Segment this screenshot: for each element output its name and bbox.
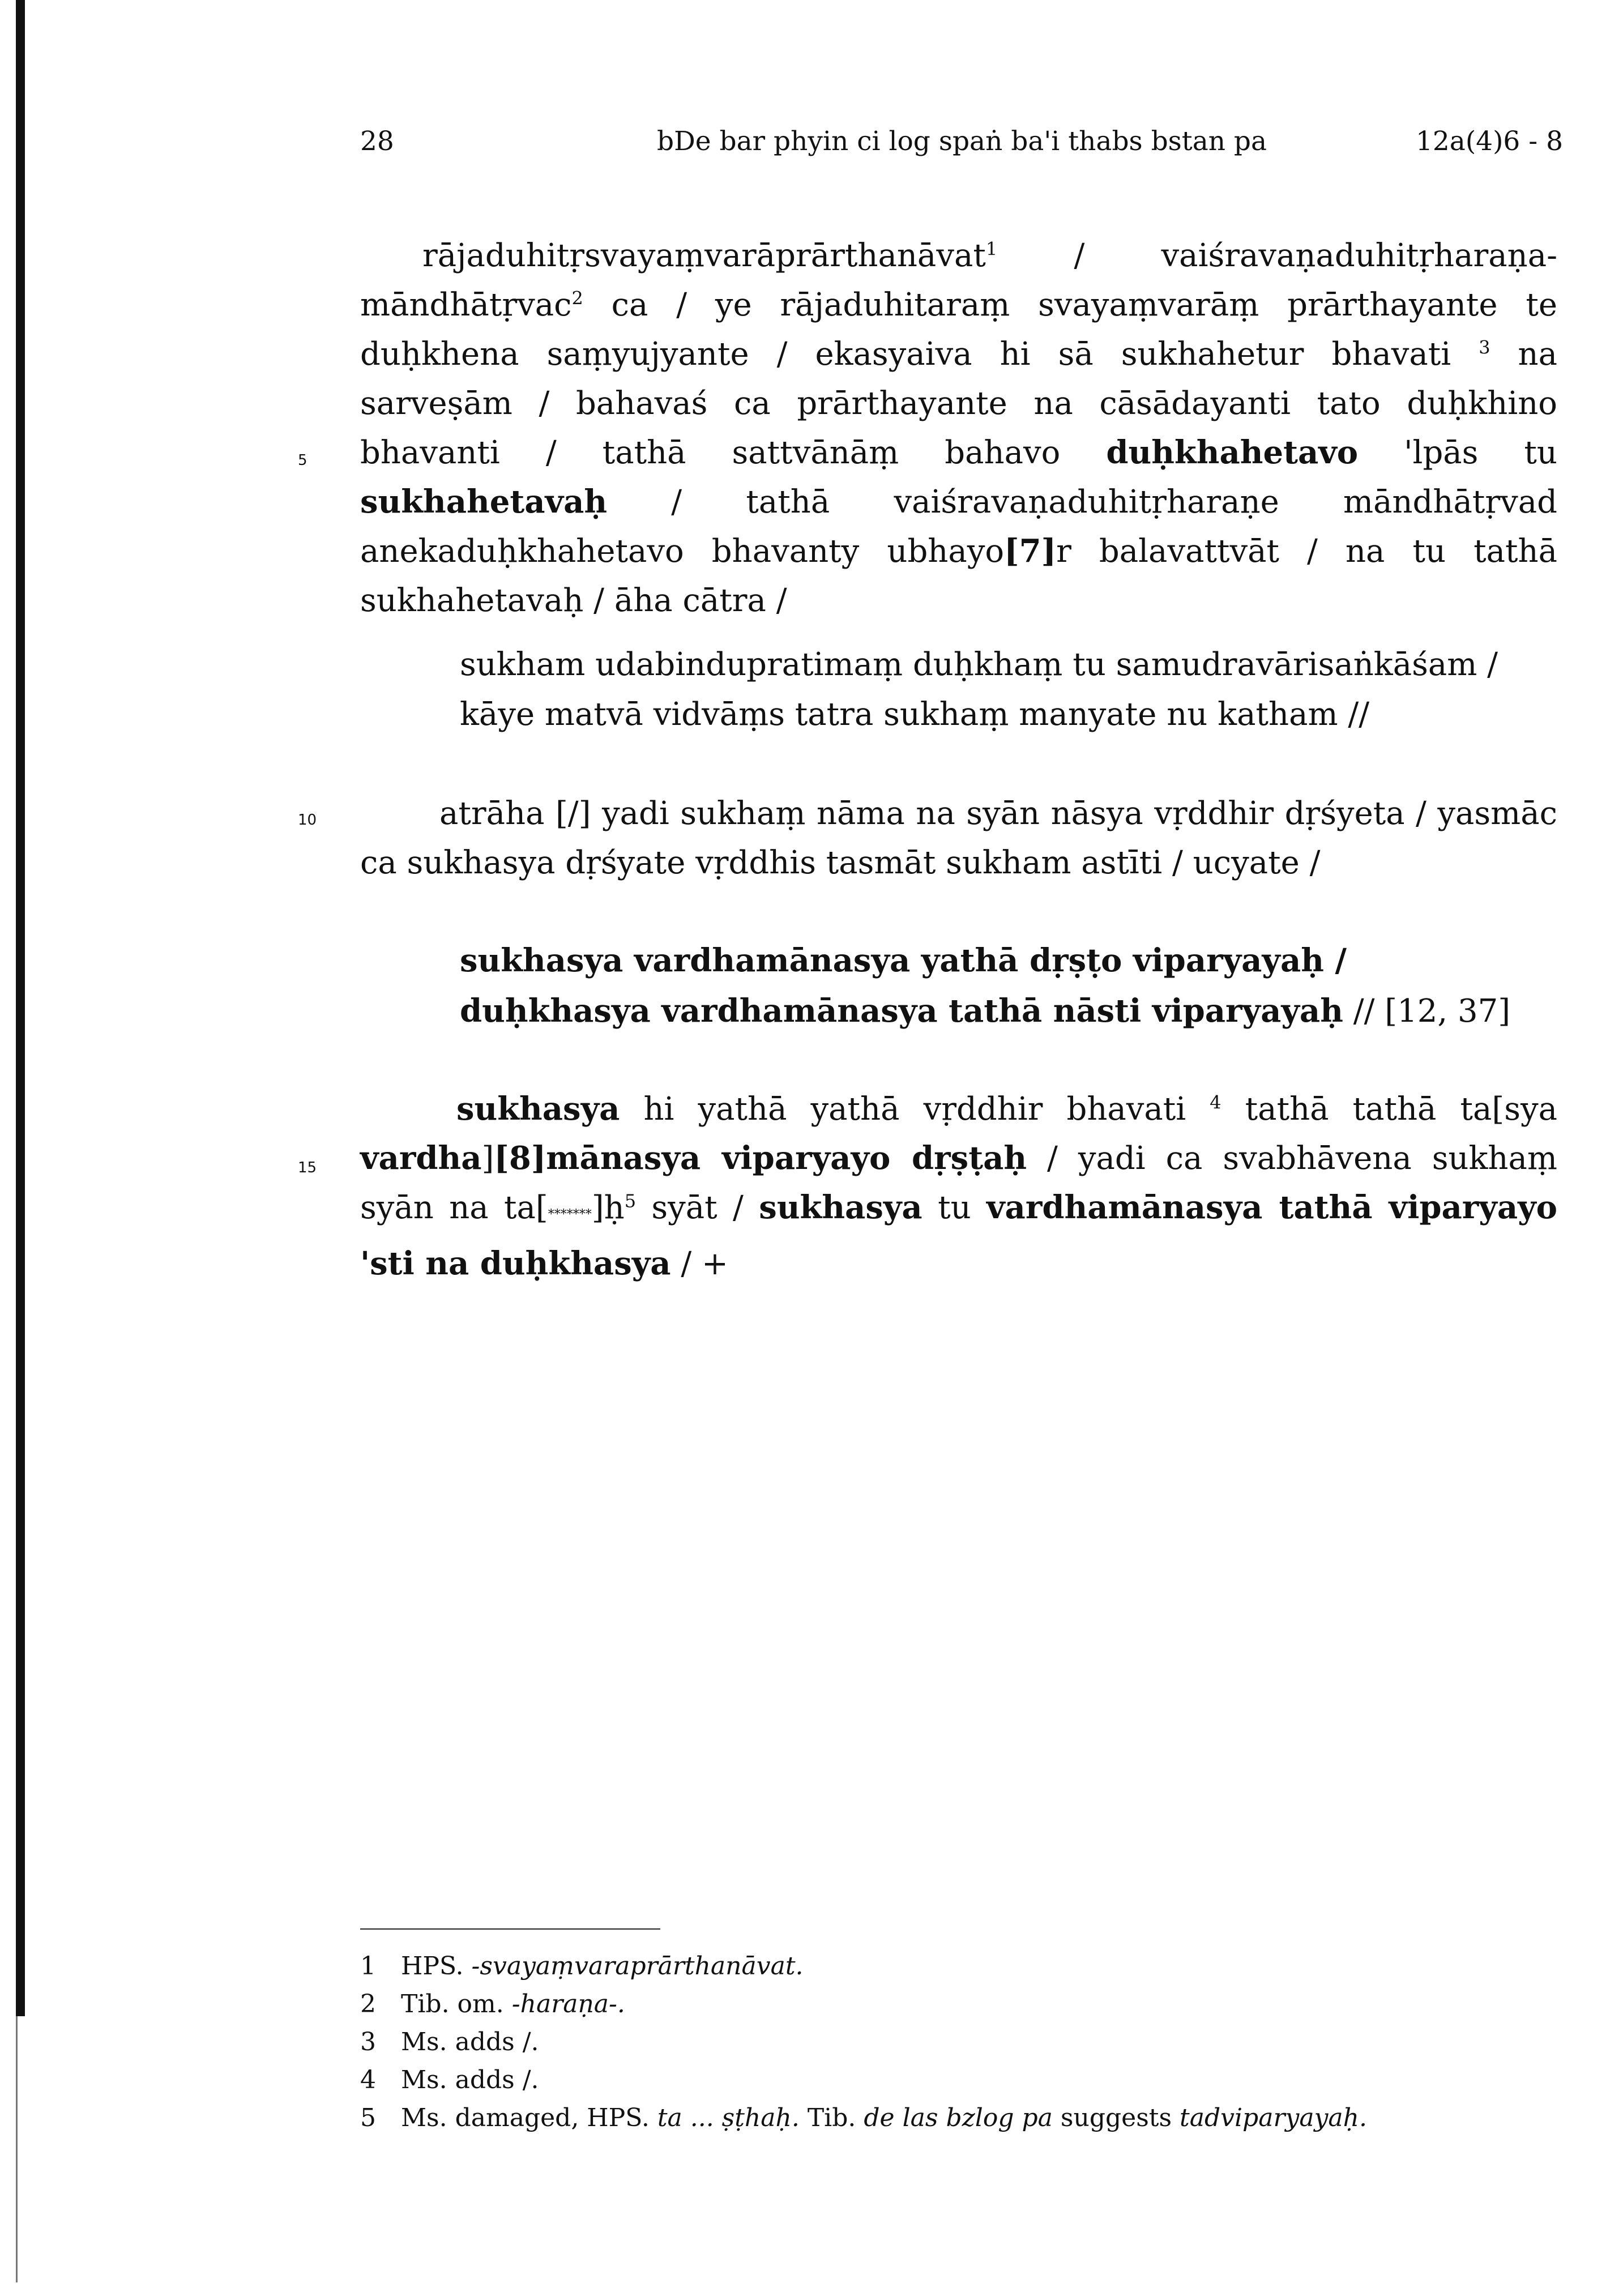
folio-marker: [7] [1004, 532, 1057, 570]
footnotes [360, 1947, 1367, 2137]
page-number: 28 [360, 126, 394, 157]
bold-term: sukhahetavaḥ [360, 483, 608, 520]
verse-line: duḥkhasya vardhamānasya tathā nāsti viparyayaḥ // [12, 37] [460, 992, 1511, 1030]
footnote-ref-1: 1 [985, 238, 998, 260]
verse-line: sukham udabindupratimaṃ duḥkhaṃ tu samudravārisaṅkāśam / [460, 646, 1498, 683]
footnote-ref-2: 2 [571, 287, 583, 309]
verse-line: sukhasya vardhamānasya yathā dṛṣṭo viparyayaḥ / [460, 942, 1347, 979]
line-number-5: 5 [298, 452, 307, 469]
footnote-ref-4: 4 [1210, 1091, 1221, 1113]
bold-term: duḥkhahetavo [1106, 434, 1359, 471]
line-number-10: 10 [298, 812, 317, 829]
folio-reference: 12a(4)6 - 8 [1416, 126, 1563, 157]
running-title: bDe bar phyin ci log spaṅ ba'i thabs bstan pa [657, 126, 1267, 157]
footnote-3: 3 Ms. adds /. [360, 2028, 539, 2056]
running-header [0, 126, 1623, 171]
footnote-4: 4 Ms. adds /. [360, 2065, 539, 2094]
lacuna-marker: ******* [548, 1207, 592, 1222]
footnote-1: 1 HPS. -svayaṃvaraprārthanāvat. [360, 1952, 804, 1981]
footnote-2: 2 Tib. om. -haraṇa-. [360, 1990, 625, 2018]
verse-2 [460, 936, 1510, 1036]
paragraph-1: rājaduhitṛsvayaṃvarāprārthanāvat$^1$ / vaiśravaṇaduhitṛharaṇa-māndhātṛvac$^2$ ca / ye rājaduhitaraṃ svayaṃvarāṃ prārthayante te duḥkhena saṃyujyante / ekasyaiva hi sā sukhahetur bhavati $^3$ na sarveṣām / bahavaś ca prārthayante na cāsādayanti tato duḥkhino bhavanti / tathā sattvānāṃ bahavo duḥkhahetavo 'lpās tu sukhahetavaḥ / tathā vaiśravaṇaduhitṛharaṇe māndhātṛvad anekaduḥkhahetavo bhavanty ubhayo[7]r balavattvāt / na tu tathā sukhahetavaḥ / āha cātra / [360, 237, 1557, 619]
footnote-ref-3: 3 [1479, 336, 1490, 359]
line-number-15: 15 [298, 1159, 317, 1176]
footnote-divider [360, 1928, 660, 1930]
paragraph-2: atrāha [/] yadi sukhaṃ nāma na syān nāsya vṛddhir dṛśyeta / yasmāc ca sukhasya dṛśyate vṛddhis tasmāt sukham astīti / ucyate / [360, 795, 1557, 881]
footnote-ref-5: 5 [624, 1190, 637, 1212]
footnote-5: 5 Ms. damaged, HPS. ta ... ṣṭhaḥ. Tib. de las bzlog pa suggests tadviparyayaḥ. [360, 2103, 1367, 2132]
verse-1 [460, 640, 1498, 740]
scan-edge-shadow [16, 0, 25, 2016]
paragraph-3: sukhasya hi yathā yathā vṛddhir bhavati $^4$ tathā tathā ta[sya vardha][8]mānasya viparyayo dṛṣṭaḥ / yadi ca svabhāvena sukhaṃ syān na ta[*******]ḥ$^5$ syāt / sukhasya tu vardhamānasya tathā viparyayo 'sti na duḥkhasya / + [360, 1090, 1558, 1282]
verse-line: kāye matvā vidvāṃs tatra sukhaṃ manyate nu katham // [460, 696, 1370, 733]
scan-edge-tail [16, 2016, 18, 2282]
